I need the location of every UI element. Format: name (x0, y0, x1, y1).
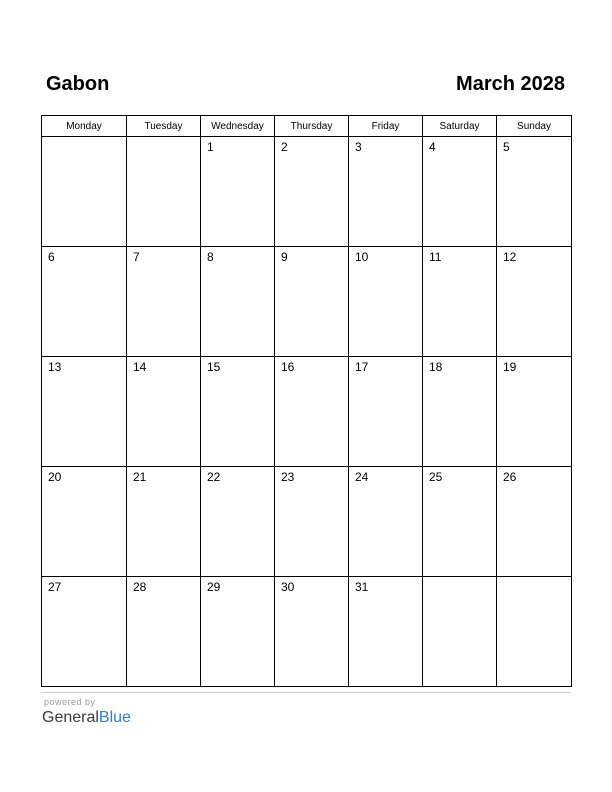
brand-name-general: General (42, 709, 99, 726)
day-cell (497, 577, 572, 687)
day-cell (275, 357, 349, 467)
weekday-wednesday: Wednesday (201, 116, 275, 137)
weekday-saturday: Saturday (423, 116, 497, 137)
day-cell (497, 357, 572, 467)
month-year-title: March 2028 (456, 73, 565, 95)
day-cell (42, 247, 127, 357)
day-number: 8 (207, 250, 214, 264)
day-number: 3 (355, 140, 362, 154)
powered-by-text: powered by (44, 697, 96, 707)
day-cell (423, 137, 497, 247)
day-cell (201, 357, 275, 467)
day-cell (497, 247, 572, 357)
day-number: 18 (429, 360, 443, 374)
day-cell (275, 247, 349, 357)
day-number: 6 (48, 250, 55, 264)
day-cell (201, 577, 275, 687)
week-row (42, 137, 572, 247)
weekday-friday: Friday (349, 116, 423, 137)
day-number: 20 (48, 470, 62, 484)
day-number (127, 137, 200, 140)
day-cell (423, 577, 497, 687)
day-number: 2 (281, 140, 288, 154)
day-number: 12 (503, 250, 517, 264)
day-number: 23 (281, 470, 295, 484)
day-number: 30 (281, 580, 295, 594)
day-number: 10 (355, 250, 369, 264)
week-row (42, 577, 572, 687)
day-cell (42, 467, 127, 577)
day-number: 19 (503, 360, 517, 374)
day-number (423, 577, 496, 580)
day-number (497, 577, 571, 580)
weekday-thursday: Thursday (275, 116, 349, 137)
weekday-monday: Monday (42, 116, 127, 137)
day-cell (127, 137, 201, 247)
weekday-sunday: Sunday (497, 116, 572, 137)
day-cell (423, 357, 497, 467)
day-cell (127, 357, 201, 467)
day-cell (275, 577, 349, 687)
day-number: 21 (133, 470, 147, 484)
day-cell (127, 577, 201, 687)
day-cell (349, 577, 423, 687)
day-cell (423, 247, 497, 357)
week-row (42, 247, 572, 357)
day-number: 9 (281, 250, 288, 264)
day-cell (42, 137, 127, 247)
footer-divider (41, 692, 571, 693)
day-cell (42, 357, 127, 467)
day-cell (423, 467, 497, 577)
day-cell (349, 467, 423, 577)
day-number: 1 (207, 140, 214, 154)
day-cell (127, 467, 201, 577)
weekday-header-row (42, 116, 572, 137)
day-number: 27 (48, 580, 62, 594)
week-row (42, 357, 572, 467)
day-cell (201, 467, 275, 577)
day-number (42, 137, 126, 140)
brand-name-blue: Blue (98, 709, 131, 726)
weekday-tuesday: Tuesday (127, 116, 201, 137)
day-cell (497, 467, 572, 577)
day-number: 13 (48, 360, 62, 374)
day-cell (201, 137, 275, 247)
day-number: 17 (355, 360, 369, 374)
day-number: 14 (133, 360, 147, 374)
day-number: 26 (503, 470, 517, 484)
country-title: Gabon (46, 73, 110, 95)
day-cell (497, 137, 572, 247)
day-number: 15 (207, 360, 221, 374)
day-cell (127, 247, 201, 357)
brand-logo[interactable] (42, 708, 131, 728)
day-cell (349, 247, 423, 357)
day-number: 25 (429, 470, 443, 484)
day-number: 11 (429, 250, 442, 264)
day-number: 22 (207, 470, 221, 484)
day-number: 4 (429, 140, 436, 154)
day-number: 24 (355, 470, 369, 484)
day-cell (349, 137, 423, 247)
day-number: 31 (355, 580, 369, 594)
day-number: 29 (207, 580, 221, 594)
day-cell (42, 577, 127, 687)
day-cell (349, 357, 423, 467)
day-number: 7 (133, 250, 140, 264)
day-cell (275, 137, 349, 247)
day-number: 5 (503, 140, 510, 154)
week-row (42, 467, 572, 577)
calendar-grid (41, 115, 572, 687)
day-cell (201, 247, 275, 357)
day-number: 28 (133, 580, 147, 594)
day-number: 16 (281, 360, 295, 374)
day-cell (275, 467, 349, 577)
